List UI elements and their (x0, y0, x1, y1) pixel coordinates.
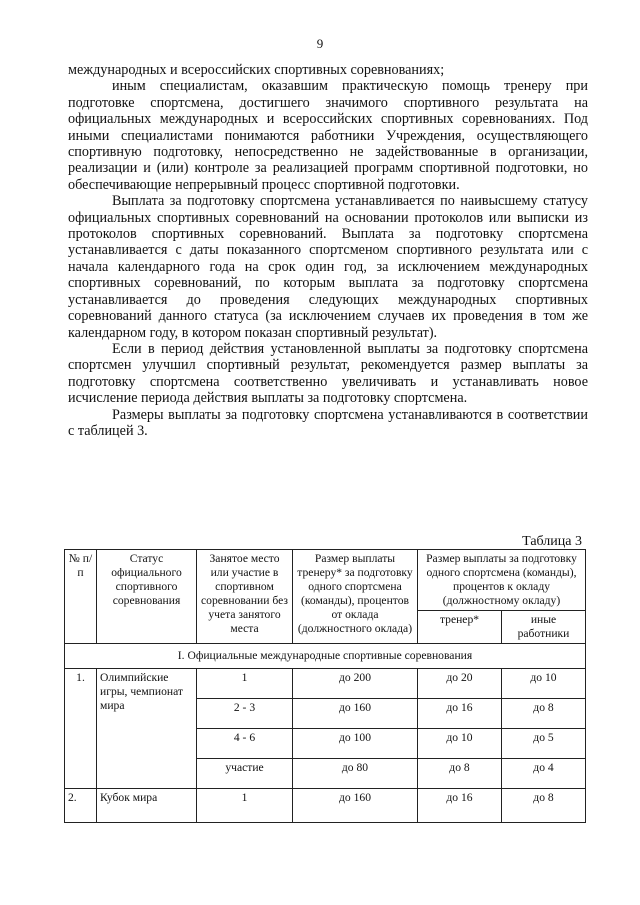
cell-place: участие (197, 759, 293, 789)
cell-other: до 8 (502, 789, 586, 823)
header-other: иные работники (502, 611, 586, 644)
cell-num: 2. (65, 789, 97, 823)
cell-place: 1 (197, 669, 293, 699)
cell-coach: до 200 (293, 669, 418, 699)
header-place: Занятое место или участие в спортивном соревновании без учета занятого места (197, 550, 293, 644)
section-row (65, 644, 586, 669)
cell-coach: до 160 (293, 789, 418, 823)
cell-trainer: до 20 (418, 669, 502, 699)
cell-trainer: до 10 (418, 729, 502, 759)
cell-place: 1 (197, 789, 293, 823)
cell-other: до 8 (502, 699, 586, 729)
header-status: Статус официального спортивного соревнования (97, 550, 197, 644)
header-team-pay: Размер выплаты за подготовку одного спортсмена (команды), процентов к окладу (должностному окладу) (418, 550, 586, 611)
cell-trainer: до 8 (418, 759, 502, 789)
body-text (68, 62, 588, 439)
table-row (65, 669, 586, 699)
header-trainer: тренер* (418, 611, 502, 644)
cell-other: до 10 (502, 669, 586, 699)
cell-place: 4 - 6 (197, 729, 293, 759)
cell-trainer: до 16 (418, 699, 502, 729)
cell-num: 1. (65, 669, 97, 789)
cell-coach: до 100 (293, 729, 418, 759)
paragraph: Размеры выплаты за подготовку спортсмена устанавливаются в соответствии с таблицей 3. (68, 406, 588, 439)
cell-coach: до 160 (293, 699, 418, 729)
cell-other: до 5 (502, 729, 586, 759)
section-title: I. Официальные международные спортивные соревнования (65, 644, 586, 669)
table-header-row (65, 550, 586, 611)
table-caption: Таблица 3 (522, 534, 582, 549)
cell-trainer: до 16 (418, 789, 502, 823)
cell-other: до 4 (502, 759, 586, 789)
cell-coach: до 80 (293, 759, 418, 789)
cell-status: Олимпийские игры, чемпионат мира (97, 669, 197, 789)
paragraph: иным специалистам, оказавшим практическую помощь тренеру при подготовке спортсмена, достигшего значимого спортивного результата на официальных международных и всероссийских спортивных соревнованиях. Под иными специалистами понимаются работники Учреждения, осуществляющего спортивную подготовку, непосредственно не задействованные в организации, реализации и (или) контроле за реализацией программ спортивной подготовки, но обеспечивающие непрерывный процесс спортивной подготовки. (68, 78, 588, 193)
header-num: № п/п (65, 550, 97, 644)
cell-place: 2 - 3 (197, 699, 293, 729)
paragraph: международных и всероссийских спортивных соревнованиях; (68, 62, 445, 78)
table-row (65, 789, 586, 823)
payment-table (64, 549, 586, 823)
paragraph: Если в период действия установленной выплаты за подготовку спортсмена спортсмен улучшил спортивный результат, рекомендуется размер выплаты за подготовку спортсмена соответственно увеличивать и устанавливать новое исчисление периода действия выплаты за подготовку спортсмена. (68, 340, 588, 407)
page-number: 9 (316, 36, 324, 51)
header-coach-pay: Размер выплаты тренеру* за подготовку одного спортсмена (команды), процентов от оклада (должностного оклада) (293, 550, 418, 644)
cell-status: Кубок мира (97, 789, 197, 823)
paragraph: Выплата за подготовку спортсмена устанавливается по наивысшему статусу официальных спортивных соревнований на основании протоколов или выписки из протоколов спортивных соревнований. Выплата за подготовку спортсмена устанавливается с даты показанного спортсменом спортивного результата или с начала календарного года на срок один год, за исключением международных спортивных соревнований, по которым выплата за подготовку спортсмена устанавливается до проведения следующих международных спортивных соревнований данного статуса (за исключением случаев их проведения в том же календарном году, в котором показан спортивный результат). (68, 193, 588, 341)
